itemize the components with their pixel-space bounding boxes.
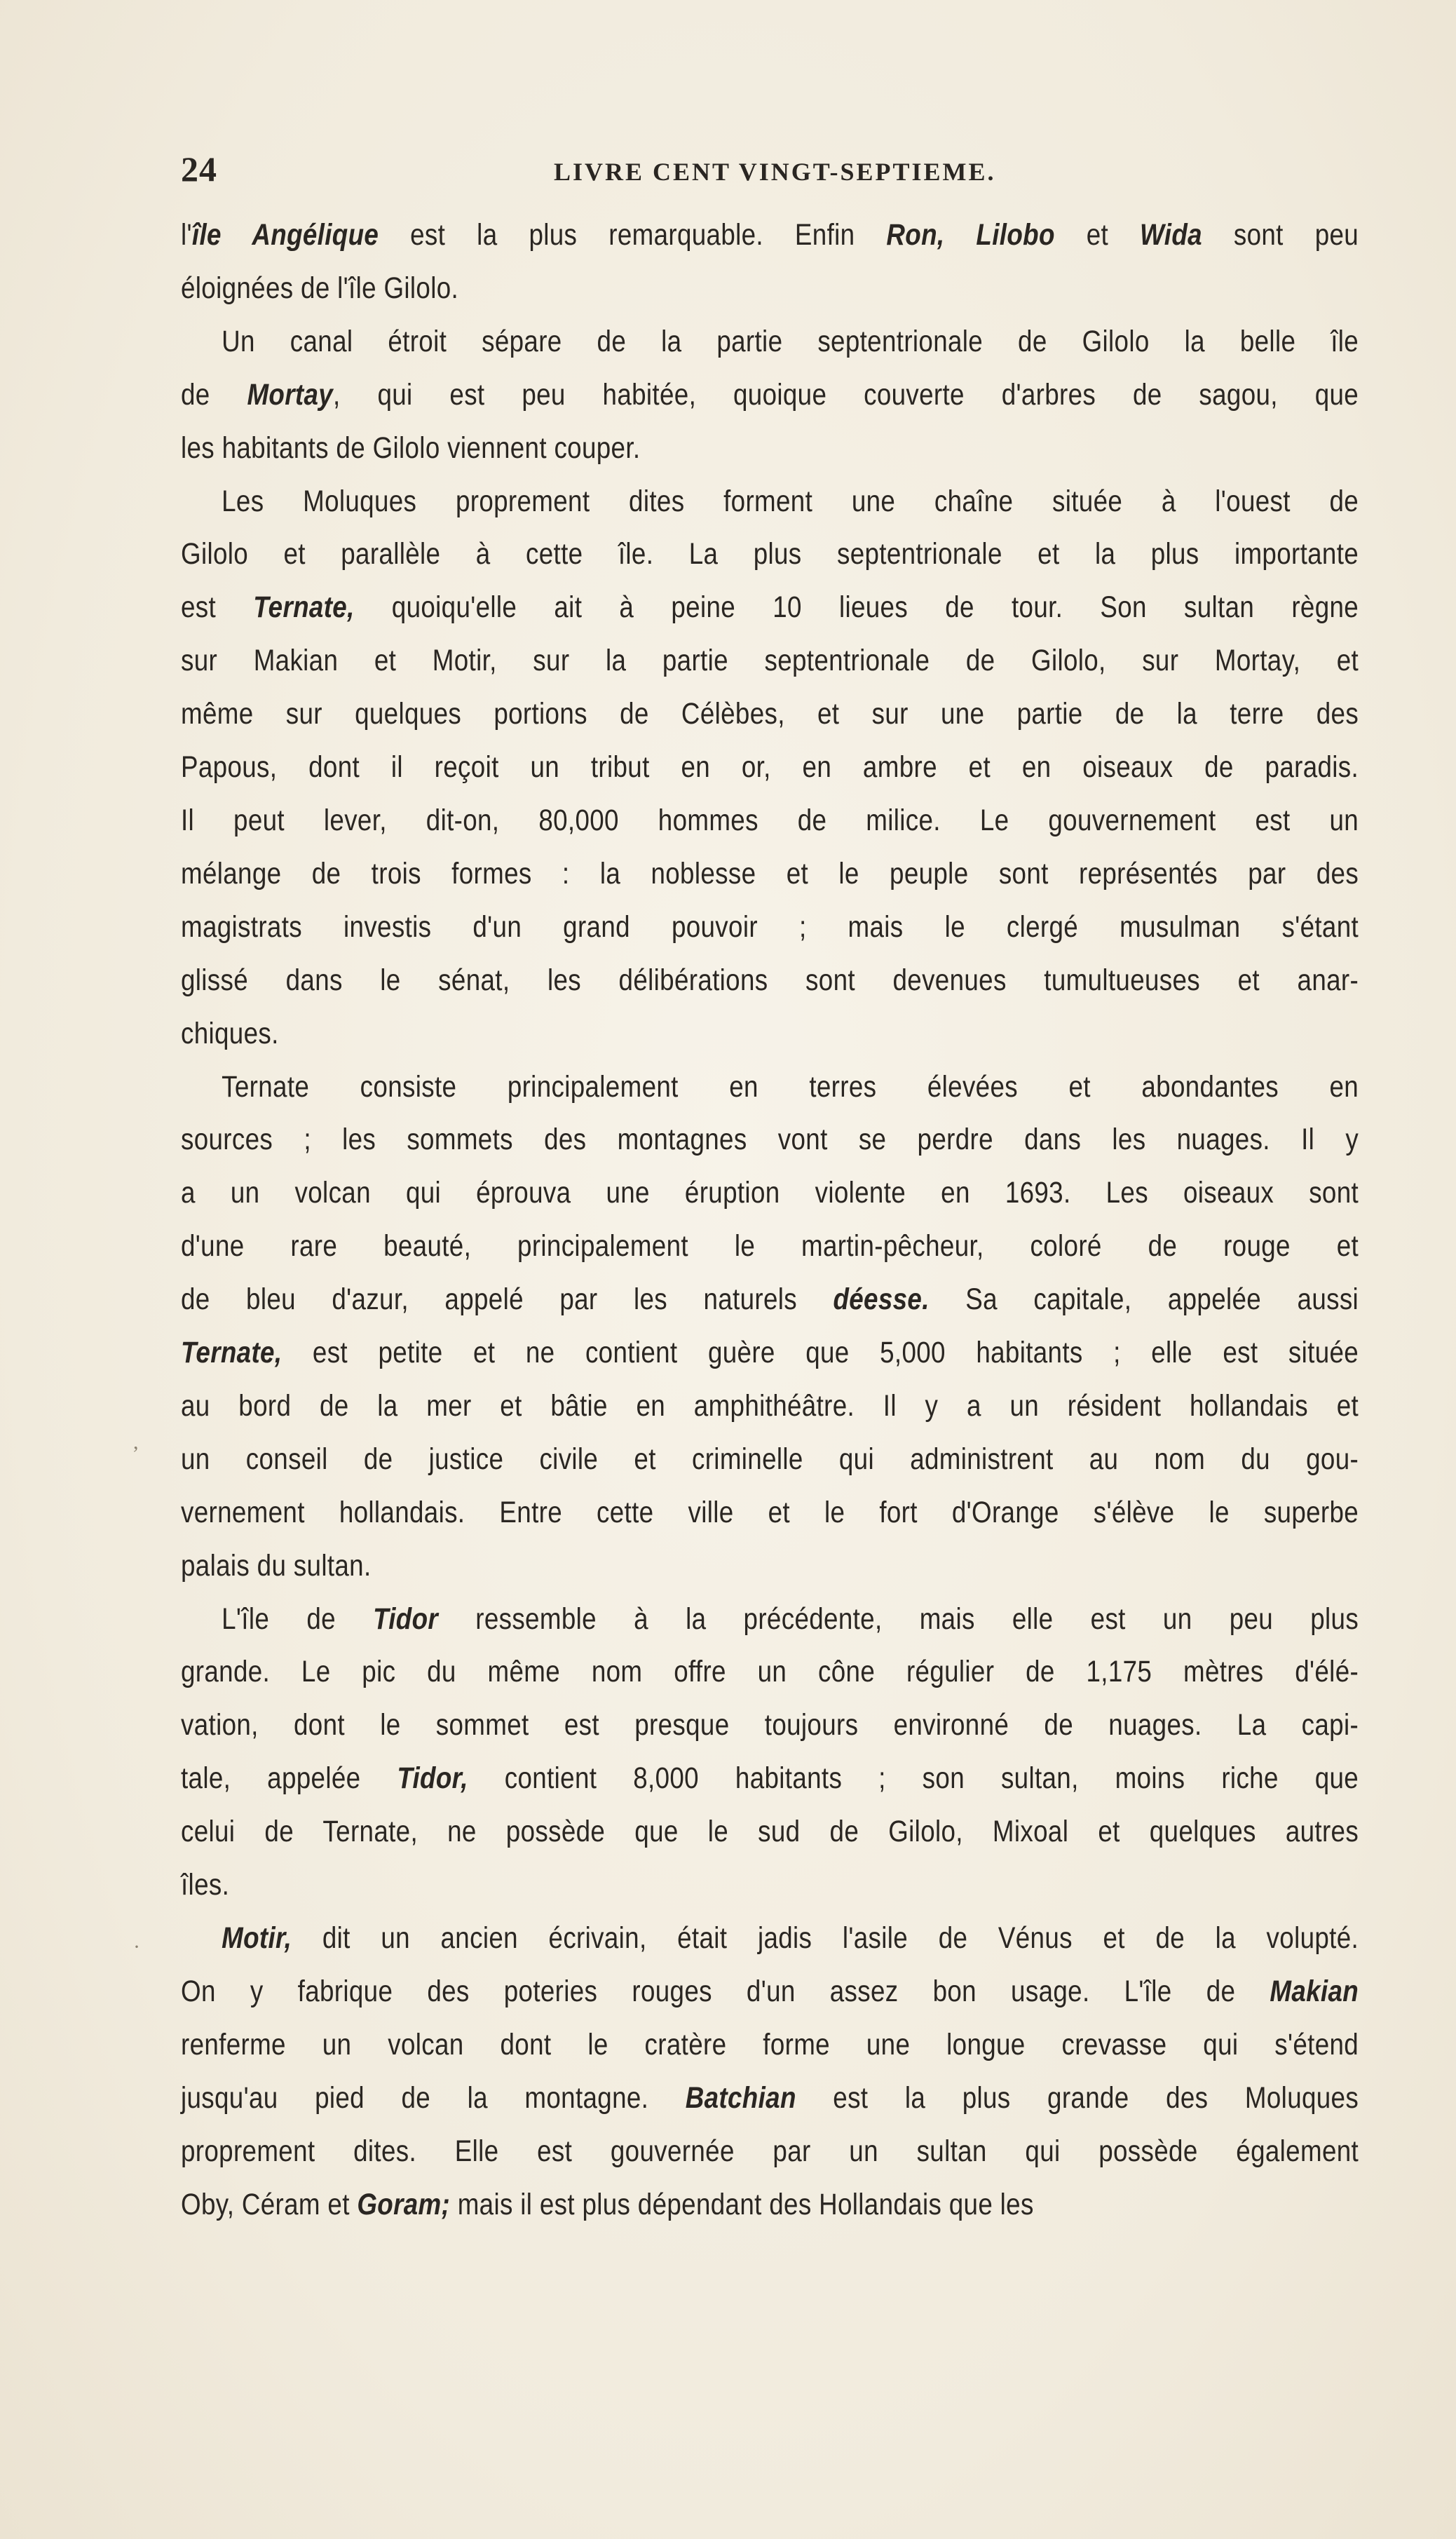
text-line	[181, 901, 1359, 954]
text-line	[181, 209, 1359, 262]
paragraph	[181, 316, 1359, 475]
text-run: celui de Ternate, ne possède que le sud de Gilolo, Mixoal et quelques autres	[181, 1815, 1359, 1849]
text-line	[181, 1167, 1359, 1220]
text-run: les habitants de Gilolo viennent couper.	[181, 431, 641, 465]
text-line	[181, 688, 1359, 741]
italic-term: Tidor,	[397, 1761, 468, 1796]
text-line	[181, 1061, 1359, 1114]
text-line	[181, 1273, 1359, 1327]
text-run: au bord de la mer et bâtie en amphithéâtre. Il y a un résident hollandais et	[181, 1388, 1359, 1423]
text-run: éloignées de l'île Gilolo.	[181, 271, 459, 305]
text-run: grande. Le pic du même nom offre un cône régulier de 1,175 mètres d'élé-	[181, 1655, 1359, 1689]
text-line	[181, 1912, 1359, 1965]
text-line	[181, 1593, 1359, 1646]
text-run: Un canal étroit sépare de la partie septentrionale de Gilolo la belle île	[222, 324, 1359, 358]
text-run: palais du sultan.	[181, 1548, 372, 1583]
text-run: de	[181, 377, 247, 412]
running-title: LIVRE CENT VINGT-SEPTIEME.	[554, 158, 996, 186]
paragraph	[181, 1593, 1359, 1912]
paragraph	[181, 209, 1359, 316]
text-line	[181, 369, 1359, 422]
margin-mark: ,	[133, 1430, 139, 1454]
text-line	[181, 528, 1359, 581]
italic-term: Batchian	[685, 2080, 796, 2115]
text-run: sur Makian et Motir, sur la partie septentrionale de Gilolo, sur Mortay, et	[181, 644, 1359, 678]
text-run: même sur quelques portions de Célèbes, et sur une partie de la terre des	[181, 697, 1359, 731]
body-text	[181, 209, 1359, 2231]
text-run: d'une rare beauté, principalement le martin-pêcheur, coloré de rouge et	[181, 1229, 1359, 1264]
text-line	[181, 848, 1359, 901]
text-run: contient 8,000 habitants ; son sultan, moins riche que	[468, 1761, 1359, 1796]
text-line	[181, 1220, 1359, 1273]
text-run: sources ; les sommets des montagnes vont se perdre dans les nuages. Il y	[181, 1123, 1359, 1157]
text-line	[181, 475, 1359, 529]
text-line	[181, 1008, 1359, 1061]
paragraph	[181, 1061, 1359, 1593]
text-run: Papous, dont il reçoit un tribut en or, en ambre et en oiseaux de paradis.	[181, 750, 1359, 785]
text-run: Gilolo et parallèle à cette île. La plus septentrionale et la plus importante	[181, 537, 1359, 571]
text-run: glissé dans le sénat, les délibérations sont devenues tumultueuses et anar-	[181, 963, 1359, 997]
text-line	[181, 1965, 1359, 2019]
text-line	[181, 1380, 1359, 1433]
text-run: magistrats investis d'un grand pouvoir ; mais le clergé musulman s'étant	[181, 909, 1359, 944]
paragraph	[181, 475, 1359, 1061]
text-run: chiques.	[181, 1016, 279, 1050]
page-header	[181, 149, 1359, 191]
text-run: , qui est peu habitée, quoique couverte d'arbres de sagou, que	[333, 377, 1359, 412]
text-run: de bleu d'azur, appelé par les naturels	[181, 1282, 834, 1317]
text-run: jusqu'au pied de la montagne.	[181, 2080, 686, 2115]
text-line	[181, 794, 1359, 848]
italic-term: Ternate,	[253, 590, 355, 625]
text-line	[181, 262, 1359, 316]
text-run: est	[181, 590, 254, 625]
italic-term: Wida	[1140, 218, 1202, 252]
text-run: vernement hollandais. Entre cette ville et le fort d'Orange s'élève le superbe	[181, 1495, 1359, 1529]
text-run: est petite et ne contient guère que 5,000 habitants ; elle est située	[282, 1336, 1359, 1370]
text-line	[181, 581, 1359, 635]
italic-term: Ron, Lilobo	[886, 218, 1055, 252]
text-line	[181, 1646, 1359, 1699]
text-run: un conseil de justice civile et criminelle qui administrent au nom du gou-	[181, 1442, 1359, 1476]
text-line	[181, 741, 1359, 794]
text-run: L'île de	[222, 1602, 374, 1636]
text-run: Oby, Céram et	[181, 2187, 358, 2221]
text-run: quoiqu'elle ait à peine 10 lieues de tour. Son sultan règne	[354, 590, 1359, 625]
italic-term: île Angélique	[191, 218, 379, 252]
text-line	[181, 1806, 1359, 1859]
page-number: 24	[181, 149, 217, 189]
text-run: renferme un volcan dont le cratère forme une longue crevasse qui s'étend	[181, 2027, 1359, 2061]
text-run: Les Moluques proprement dites forment une chaîne située à l'ouest de	[222, 484, 1359, 518]
margin-mark: ·	[133, 1935, 140, 1958]
text-line	[181, 635, 1359, 688]
italic-term: Tidor	[373, 1602, 439, 1636]
text-run: mélange de trois formes : la noblesse et le peuple sont représentés par des	[181, 856, 1359, 891]
italic-term: Goram;	[357, 2187, 451, 2221]
text-line	[181, 316, 1359, 369]
text-run: Il peut lever, dit-on, 80,000 hommes de milice. Le gouvernement est un	[181, 803, 1359, 837]
text-line	[181, 422, 1359, 475]
text-run: proprement dites. Elle est gouvernée par un sultan qui possède également	[181, 2134, 1359, 2168]
text-line	[181, 1327, 1359, 1380]
text-line	[181, 1433, 1359, 1487]
text-line	[181, 1487, 1359, 1540]
text-line	[181, 954, 1359, 1008]
text-line	[181, 1752, 1359, 1806]
text-run: Ternate consiste principalement en terres élevées et abondantes en	[222, 1069, 1359, 1104]
text-run: Sa capitale, appelée aussi	[929, 1282, 1359, 1317]
text-run: dit un ancien écrivain, était jadis l'asile de Vénus et de la volupté.	[292, 1921, 1359, 1955]
text-line	[181, 2179, 1359, 2232]
text-run: a un volcan qui éprouva une éruption violente en 1693. Les oiseaux sont	[181, 1176, 1359, 1210]
text-run: tale, appelée	[181, 1761, 397, 1796]
italic-term: déesse.	[833, 1282, 930, 1317]
text-run: vation, dont le sommet est presque toujours environné de nuages. La capi-	[181, 1708, 1359, 1742]
italic-term: Ternate,	[181, 1336, 283, 1370]
text-run: l'	[181, 218, 192, 252]
paragraph	[181, 1912, 1359, 2231]
text-line	[181, 2019, 1359, 2072]
italic-term: Makian	[1270, 1974, 1359, 2008]
text-run: mais il est plus dépendant des Hollandais que les	[450, 2187, 1034, 2221]
text-run: est la plus grande des Moluques	[796, 2080, 1359, 2115]
text-line	[181, 2072, 1359, 2125]
text-line	[181, 1859, 1359, 1912]
text-run: et	[1054, 218, 1141, 252]
text-line	[181, 1113, 1359, 1167]
text-run: On y fabrique des poteries rouges d'un assez bon usage. L'île de	[181, 1974, 1270, 2008]
text-run: sont peu	[1202, 218, 1359, 252]
text-run: ressemble à la précédente, mais elle est un peu plus	[438, 1602, 1359, 1636]
text-line	[181, 2125, 1359, 2179]
text-line	[181, 1699, 1359, 1752]
italic-term: Motir,	[222, 1921, 292, 1955]
text-run: îles.	[181, 1868, 230, 1902]
text-line	[181, 1540, 1359, 1593]
italic-term: Mortay	[247, 377, 334, 412]
text-run: est la plus remarquable. Enfin	[379, 218, 887, 252]
